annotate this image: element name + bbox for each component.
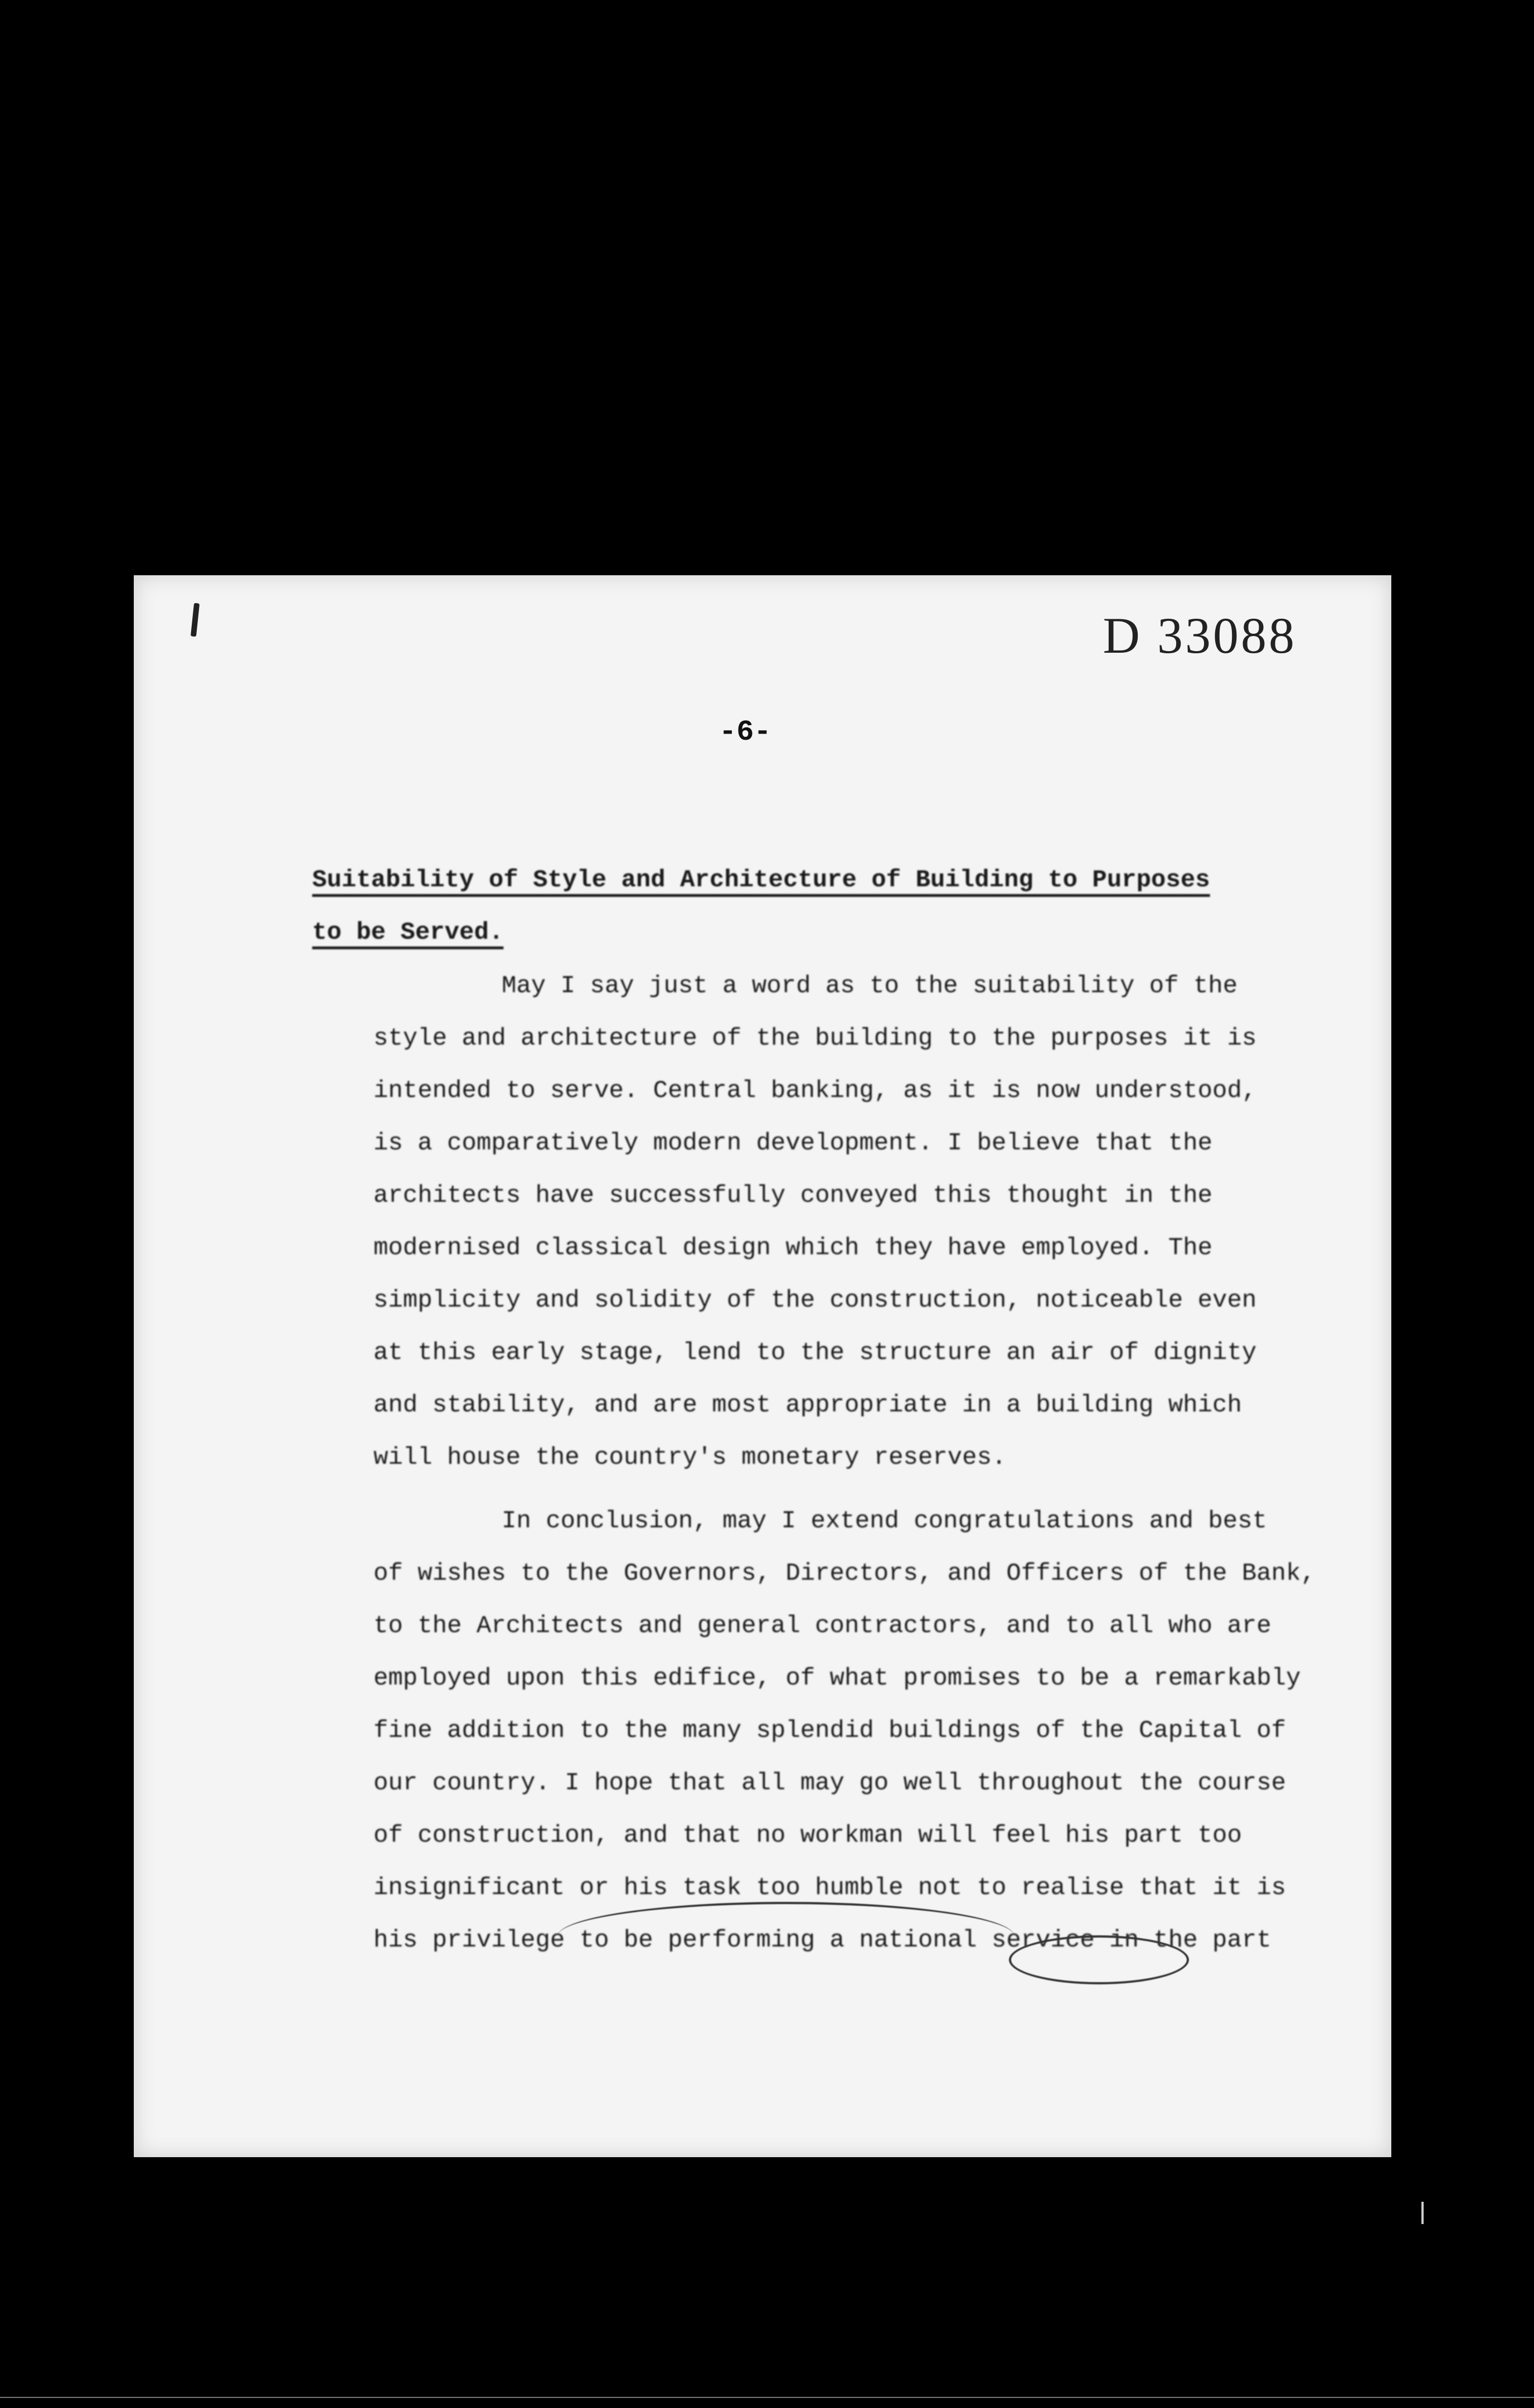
text-line: of wishes to the Governors, Directors, and Officers of the Bank, [373, 1560, 1315, 1587]
text-line: insignificant or his task too humble not to realise that it is [373, 1874, 1287, 1902]
text-line: to the Architects and general contractors, and to all who are [373, 1612, 1271, 1640]
text-line: intended to serve. Central banking, as it is now understood, [373, 1077, 1257, 1105]
heading-line: Suitability of Style and Architecture of Building to Purposes [312, 866, 1210, 894]
text-line: modernised classical design which they have employed. The [373, 1234, 1213, 1262]
text-line: will house the country's monetary reserves. [373, 1444, 1007, 1472]
text-line: of construction, and that no workman will feel his part too [373, 1822, 1242, 1849]
scan-artifact [1421, 2202, 1424, 2224]
handwritten-arc-mark [557, 1902, 1014, 1971]
text-line: at this early stage, lend to the structure an air of dignity [373, 1339, 1257, 1367]
text-line: fine addition to the many splendid buildings of the Capital of [373, 1717, 1287, 1745]
text-line: and stability, and are most appropriate in a building which [373, 1391, 1242, 1419]
text-line: our country. I hope that all may go well throughout the course [373, 1769, 1287, 1797]
page-number: -6- [719, 716, 771, 749]
text-line: simplicity and solidity of the construction, noticeable even [373, 1286, 1257, 1314]
text-line: employed upon this edifice, of what promises to be a remarkably [373, 1664, 1301, 1692]
section-heading [312, 854, 1288, 959]
text-line: architects have successfully conveyed this thought in the [373, 1182, 1213, 1210]
text-line: is a comparatively modern development. I believe that the [373, 1129, 1213, 1157]
paragraph [373, 1495, 1366, 1967]
text-line: In conclusion, may I extend congratulations and best [502, 1507, 1268, 1535]
paragraph [373, 960, 1366, 1484]
text-line: his privilege to be performing a national service in the part [373, 1926, 1271, 1954]
scan-edge-line [0, 2397, 1534, 2398]
handwritten-circle-mark [1009, 1935, 1189, 1984]
document-id-stamp: D 33088 [1103, 607, 1297, 664]
heading-line: to be Served. [312, 919, 504, 946]
text-line: style and architecture of the building to the purposes it is [373, 1025, 1257, 1052]
text-line: May I say just a word as to the suitability of the [502, 972, 1238, 1000]
document-page [134, 575, 1391, 2157]
margin-mark [191, 603, 200, 637]
